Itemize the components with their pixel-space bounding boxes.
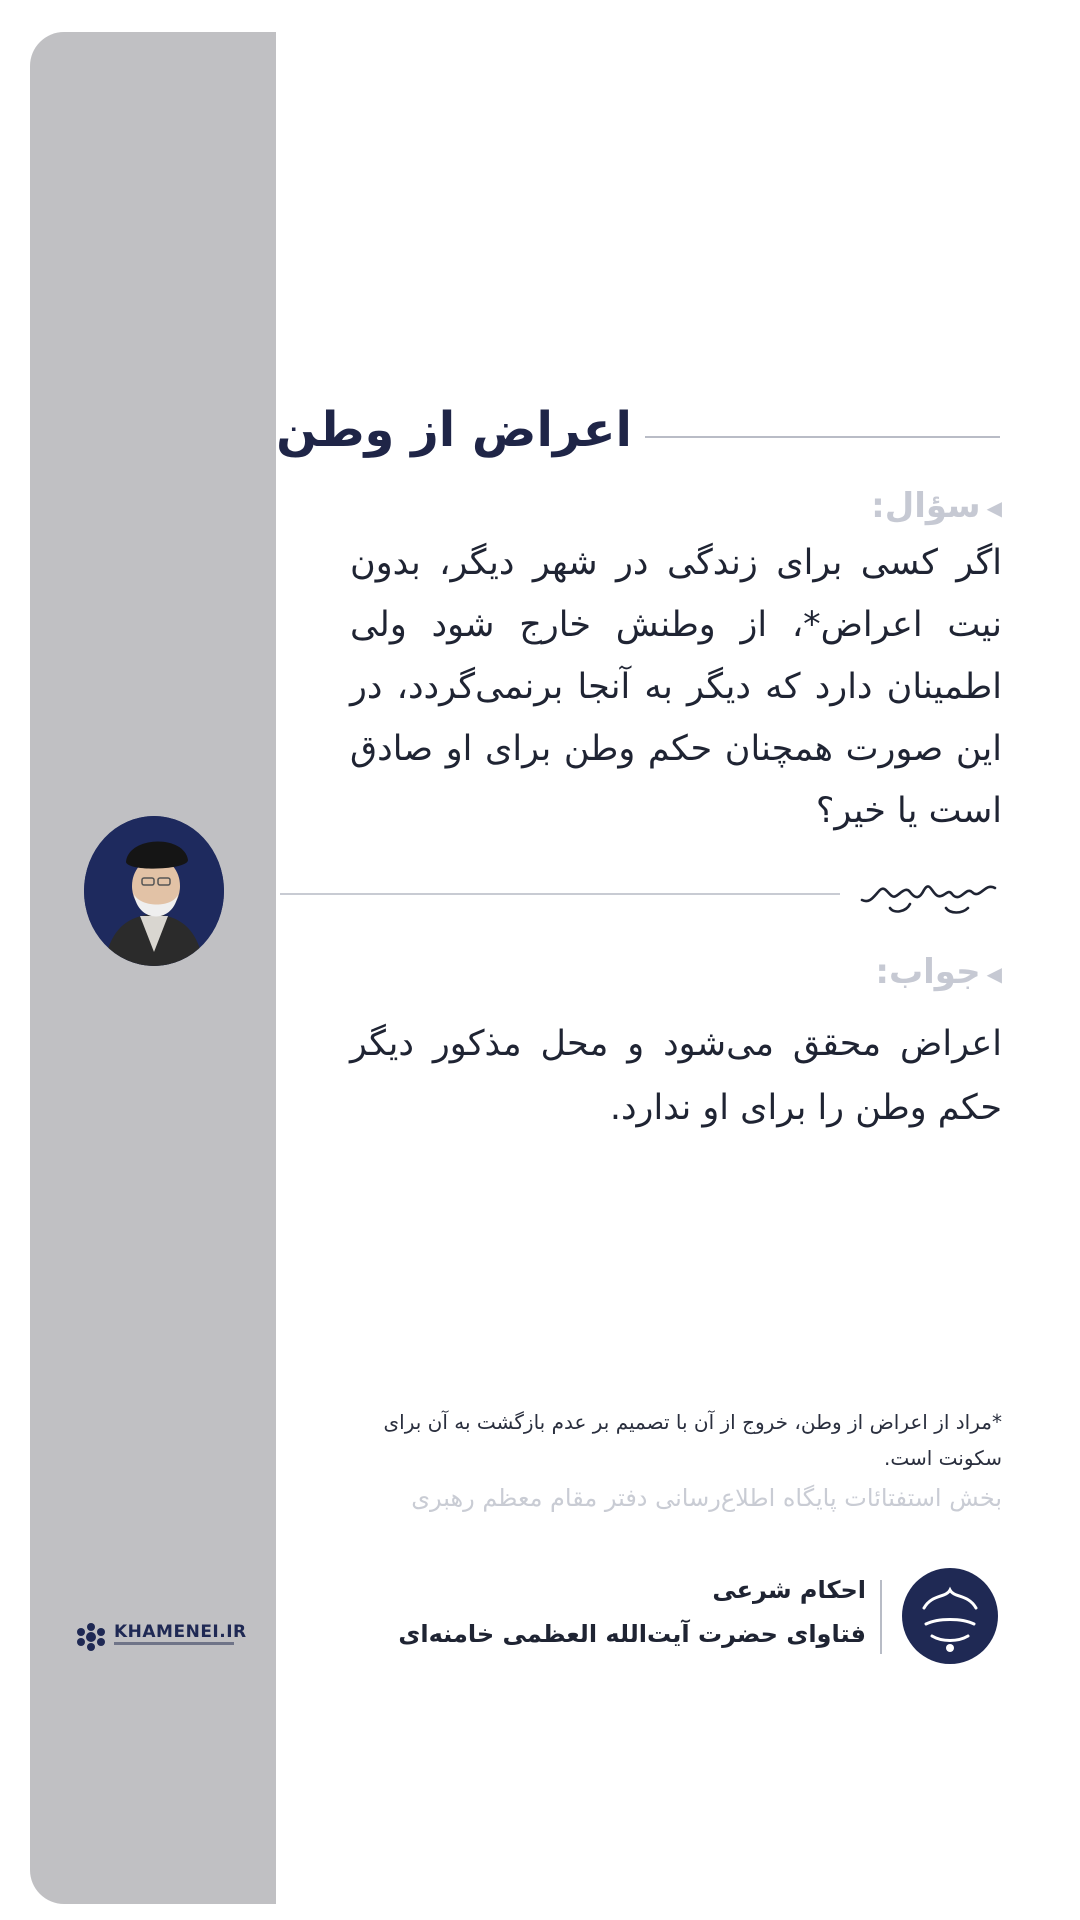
question-label-text: سؤال: bbox=[871, 486, 981, 526]
seal-logo-icon bbox=[902, 1568, 998, 1664]
question-label bbox=[871, 486, 1002, 526]
divider bbox=[280, 893, 840, 895]
portrait-avatar bbox=[84, 816, 224, 966]
title-rule bbox=[645, 436, 1000, 438]
answer-label bbox=[875, 952, 1002, 992]
logo-wordmark: KHAMENEI.IR bbox=[114, 1622, 247, 1642]
footnote: *مراد از اعراض از وطن، خروج از آن با تصمیم بر عدم بازگشت به آن برای سکونت است. bbox=[383, 1410, 1002, 1470]
page-title: اعراض از وطن bbox=[276, 402, 632, 458]
brand-separator bbox=[880, 1580, 882, 1654]
triangle-icon: ◀ bbox=[986, 495, 1002, 520]
person-icon bbox=[84, 816, 224, 966]
answer-label-text: جواب: bbox=[875, 952, 981, 992]
brand-category: احکام شرعی bbox=[712, 1576, 866, 1604]
bismillah-signature-icon bbox=[850, 870, 1000, 920]
source-credit: بخش استفتائات پایگاه اطلاع‌رسانی دفتر مقام معظم رهبری bbox=[411, 1484, 1002, 1512]
flower-logo-icon bbox=[74, 1622, 108, 1652]
answer-text: اعراض محقق می‌شود و محل مذکور دیگر حکم وطن را برای او ندارد. bbox=[350, 1024, 1002, 1128]
khamenei-logo bbox=[74, 1622, 247, 1652]
brand-subtitle: فتاوای حضرت آیت‌الله العظمی خامنه‌ای bbox=[398, 1620, 866, 1648]
triangle-icon: ◀ bbox=[986, 961, 1002, 986]
title-row bbox=[276, 402, 1000, 472]
logo-tagline bbox=[114, 1642, 234, 1645]
question-text: اگر کسی برای زندگی در شهر دیگر، بدون نیت اعراض*، از وطنش خارج شود ولی اطمینان دارد که دیگر به آنجا برنمی‌گردد، در این صورت همچنان حکم وطن برای او صادق است یا خیر؟ bbox=[350, 543, 1002, 831]
